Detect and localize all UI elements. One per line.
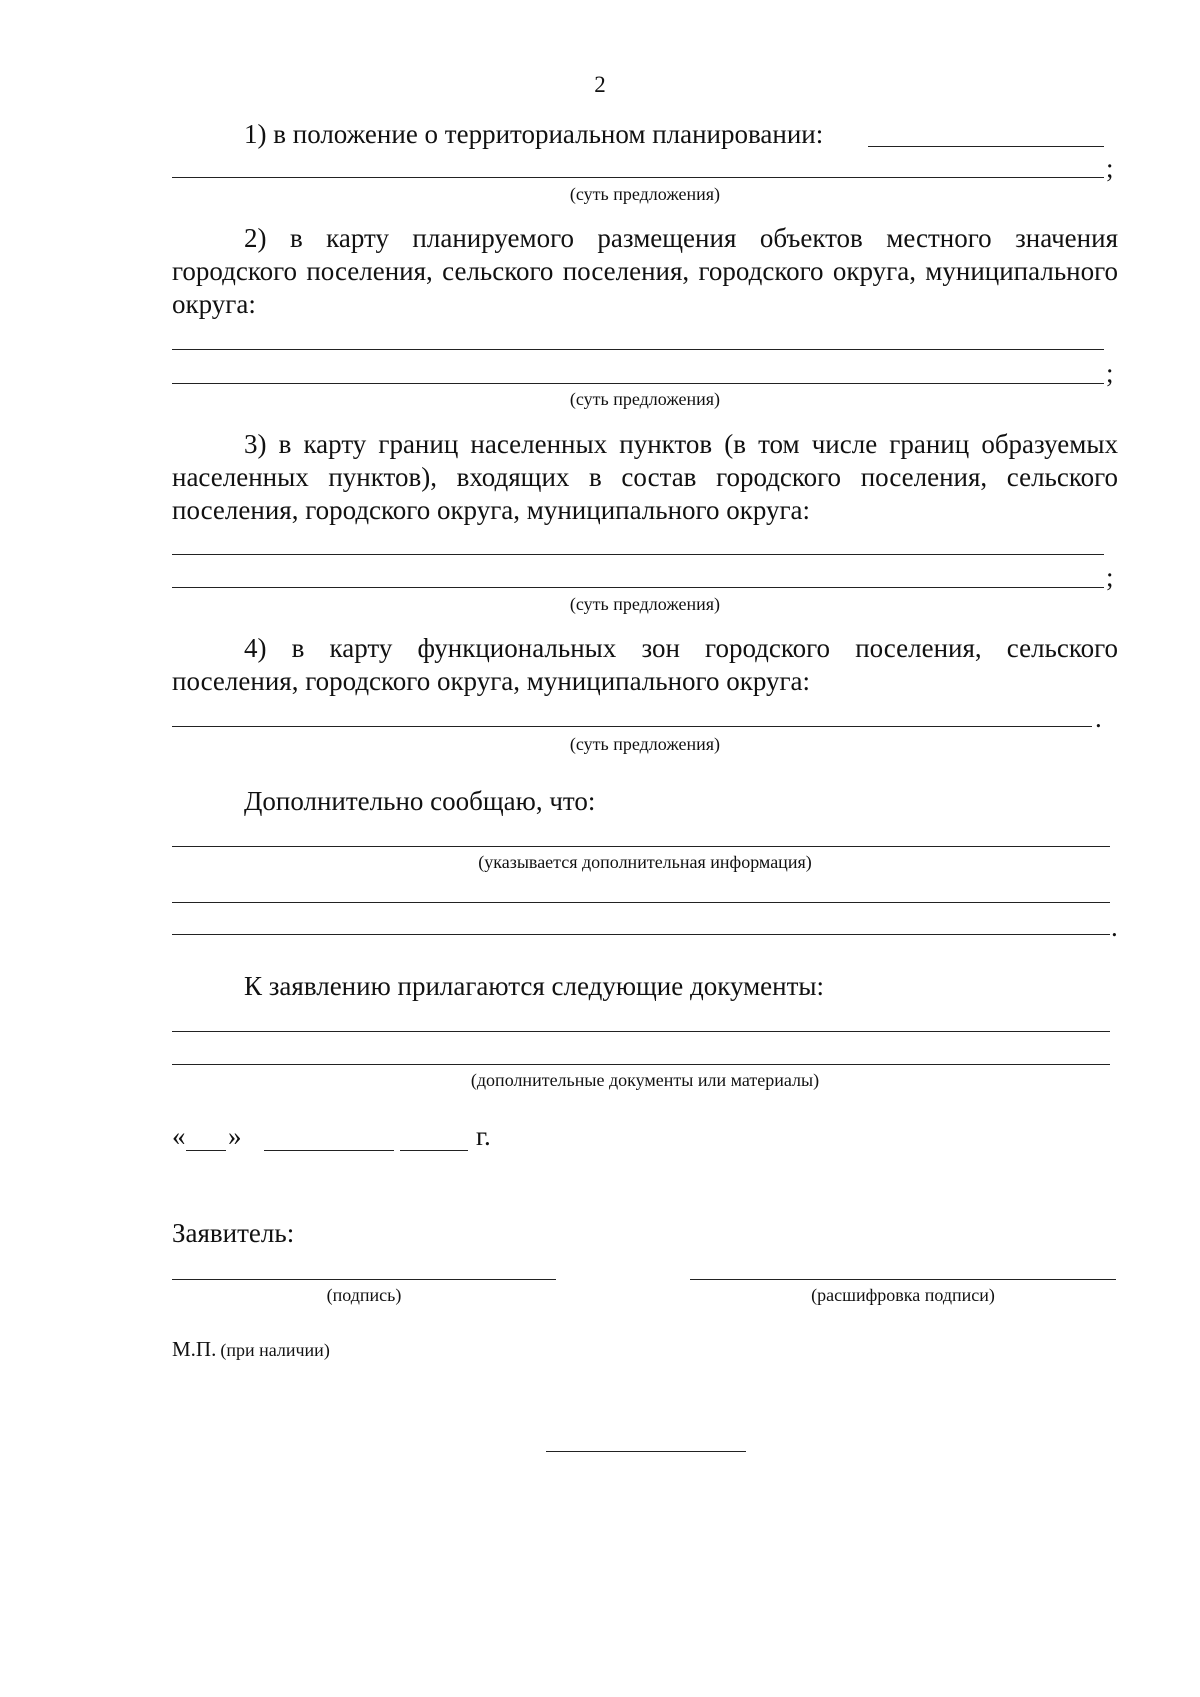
item-4-end-mark: . <box>1095 703 1102 733</box>
item-4-input-line[interactable] <box>172 726 1092 727</box>
item-1-text: 1) в положение о территориальном планировании: <box>244 119 824 149</box>
date-month-field[interactable] <box>264 1150 394 1151</box>
item-3-caption: (суть предложения) <box>569 594 721 614</box>
stamp-label: М.П. <box>172 1337 217 1361</box>
date-year-field[interactable] <box>400 1150 468 1151</box>
attachments-input-line-1[interactable] <box>172 1031 1110 1032</box>
item-2-caption: (суть предложения) <box>569 389 721 409</box>
additional-input-line-2[interactable] <box>172 902 1110 903</box>
additional-caption: (указывается дополнительная информация) <box>478 852 812 872</box>
page-number: 2 <box>594 72 606 97</box>
applicant-label: Заявитель: <box>172 1218 295 1248</box>
attachments-input-line-2[interactable] <box>172 1064 1110 1065</box>
end-separator-line <box>546 1451 746 1452</box>
date-day-field[interactable] <box>186 1150 226 1151</box>
additional-input-line-1[interactable] <box>172 846 1110 847</box>
date-close-quote: » <box>228 1121 242 1151</box>
item-1-input-line-inline[interactable] <box>868 146 1104 147</box>
additional-end-mark: . <box>1111 912 1118 942</box>
item-3-input-line-2[interactable] <box>172 587 1104 588</box>
additional-input-line-3[interactable] <box>172 934 1110 935</box>
signature-caption: (подпись) <box>326 1285 402 1305</box>
stamp-row <box>172 1337 330 1362</box>
item-2-input-line-1[interactable] <box>172 349 1104 350</box>
item-1-caption: (суть предложения) <box>569 184 721 204</box>
item-3-end-mark: ; <box>1106 562 1114 592</box>
item-4-caption: (суть предложения) <box>569 734 721 754</box>
item-2-end-mark: ; <box>1106 358 1114 388</box>
additional-label: Дополнительно сообщаю, что: <box>244 786 596 816</box>
item-3-input-line-1[interactable] <box>172 554 1104 555</box>
item-1-end-mark: ; <box>1106 153 1114 183</box>
item-3-text: 3) в карту границ населенных пунктов (в том числе границ образуемых населенных пунктов), входящих в состав городского поселения, сельского поселения, городского округа, муниципального округа: <box>172 429 1118 525</box>
item-2-text: 2) в карту планируемого размещения объектов местного значения городского поселения, сельского поселения, городского округа, муниципального округа: <box>172 223 1118 319</box>
item-1-input-line[interactable] <box>172 177 1104 178</box>
date-year-suffix: г. <box>476 1121 491 1151</box>
attachments-caption: (дополнительные документы или материалы) <box>470 1070 820 1090</box>
item-2-input-line-2[interactable] <box>172 383 1104 384</box>
signature-line[interactable] <box>172 1279 556 1280</box>
stamp-note: (при наличии) <box>220 1340 330 1360</box>
attachments-label: К заявлению прилагаются следующие документы: <box>244 971 825 1001</box>
signature-decoding-caption: (расшифровка подписи) <box>811 1285 995 1305</box>
signature-decoding-line[interactable] <box>690 1279 1116 1280</box>
date-open-quote: « <box>172 1121 186 1151</box>
item-4-text: 4) в карту функциональных зон городского поселения, сельского поселения, городского округа, муниципального округа: <box>172 633 1118 696</box>
